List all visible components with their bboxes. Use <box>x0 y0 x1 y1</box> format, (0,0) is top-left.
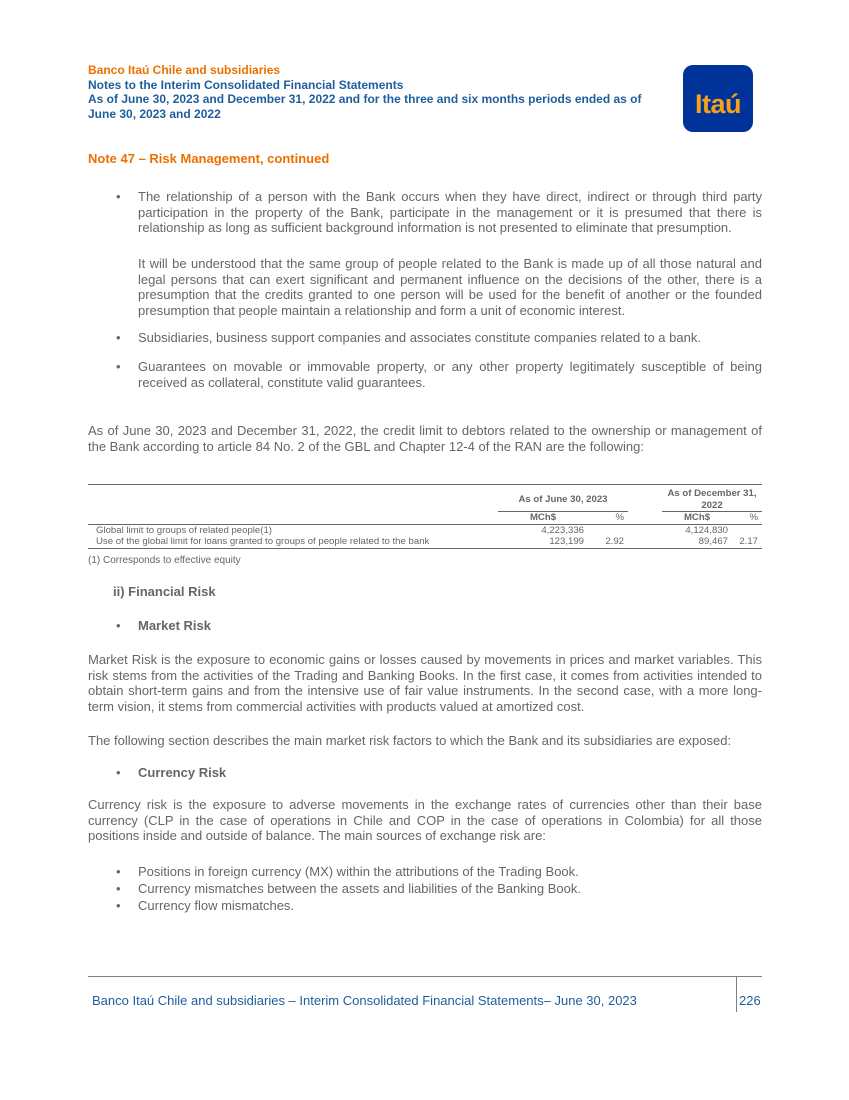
bullet-text: Currency mismatches between the assets and liabilities of the Banking Book. <box>138 881 581 896</box>
pct-header-2: % <box>749 512 758 523</box>
bullet-dot-icon: • <box>116 881 121 896</box>
bullet-text: Positions in foreign currency (MX) within the attributions of the Trading Book. <box>138 864 579 879</box>
bullet-dot-icon: • <box>116 898 121 913</box>
bullet-dot-icon: • <box>116 618 121 633</box>
footer-text: Banco Itaú Chile and subsidiaries – Interim Consolidated Financial Statements– June 30, 2023 <box>92 993 637 1008</box>
currency-risk-heading: Currency Risk <box>138 765 227 780</box>
document-header <box>88 63 642 121</box>
market-risk-heading: Market Risk <box>138 618 211 633</box>
header-period-line2: June 30, 2023 and 2022 <box>88 106 221 121</box>
risk-factors-paragraph: The following section describes the main market risk factors to which the Bank and its subsidiaries are exposed: <box>88 733 732 748</box>
unit-header-2: MCh$ <box>683 512 711 523</box>
row-label: Global limit to groups of related people(1) <box>96 524 272 536</box>
column-group-june-2023: As of June 30, 2023 <box>498 485 628 512</box>
table-footnote: (1) Corresponds to effective equity <box>88 555 241 566</box>
bullet-continuation: It will be understood that the same group of people related to the Bank is made up of all those natural and legal persons that can exert significant and permanent influence on the decisions of the other, there is a presumption that the credits granted to one person will be used for the benefit of another or the founded presumption that people maintain a relationship and form a unit of economic interest. <box>138 256 762 318</box>
bullet-dot-icon: • <box>116 864 121 879</box>
intro-paragraph: As of June 30, 2023 and December 31, 2022, the credit limit to debtors related to the ownership or management of the Bank according to article 84 No. 2 of the GBL and Chapter 12-4 of the RAN are the following: <box>88 423 762 454</box>
bullet-text: Subsidiaries, business support companies and associates constitute companies related to a bank. <box>138 330 701 345</box>
pct-header-1: % <box>615 512 624 523</box>
row-value-1: 123,199 <box>549 536 584 547</box>
header-notes-title: Notes to the Interim Consolidated Financial Statements <box>88 77 404 92</box>
page-number: 226 <box>739 993 761 1008</box>
row-pct-2 <box>732 524 762 536</box>
financial-risk-heading: ii) Financial Risk <box>113 584 216 599</box>
note-title: Note 47 – Risk Management, continued <box>88 151 330 166</box>
table-row <box>88 536 762 548</box>
header-company: Banco Itaú Chile and subsidiaries <box>88 63 281 77</box>
header-period-line1: As of June 30, 2023 and December 31, 2022 and for the three and six months periods ended as of <box>88 92 642 106</box>
logo-text: Itaú <box>694 89 741 119</box>
currency-risk-paragraph: Currency risk is the exposure to adverse movements in the exchange rates of currencies other than their base currency (CLP in the case of operations in Chile and COP in the case of operations in Colombia) for all those positions inside and outside of balance. The main sources of exchange risk are: <box>88 797 762 843</box>
row-pct-1 <box>588 524 628 536</box>
row-pct-2: 2.17 <box>739 536 758 547</box>
market-risk-paragraph: Market Risk is the exposure to economic gains or losses caused by movements in prices and market variables. This risk stems from the activities of the Trading and Banking Books. In the first case, it comes from activities intended to obtain short-term gains and from the intensive use of fair value instruments. In the second case, with a more long-term vision, it stems from commercial activities with products valued at amortized cost. <box>88 652 762 714</box>
bullet-dot-icon: • <box>116 359 121 374</box>
row-value-2: 4,124,830 <box>685 524 728 536</box>
footer-divider <box>88 976 762 977</box>
table-row <box>88 524 762 536</box>
table-unit-row <box>88 512 762 525</box>
table-header-row <box>88 485 762 512</box>
itau-logo <box>683 65 753 132</box>
row-value-1: 4,223,336 <box>541 524 584 536</box>
bullet-text: Currency flow mismatches. <box>138 898 295 913</box>
footer-page-divider <box>736 976 737 1012</box>
row-value-2: 89,467 <box>698 536 728 547</box>
bullet-text: The relationship of a person with the Bank occurs when they have direct, indirect or through third party participation in the property of the Bank, participate in the management or it is presumed that there is relationship as long as sufficient background information is not presented to eliminate that presumption. <box>138 189 762 235</box>
bullet-dot-icon: • <box>116 330 121 345</box>
unit-header-1: MCh$ <box>529 512 557 523</box>
row-label: Use of the global limit for loans granted to groups of people related to the bank <box>96 536 430 547</box>
row-pct-1: 2.92 <box>605 536 624 547</box>
column-group-dec-2022: As of December 31, 2022 <box>662 485 762 512</box>
credit-limit-table <box>88 484 762 549</box>
bullet-dot-icon: • <box>116 765 121 780</box>
bullet-text: Guarantees on movable or immovable property, or any other property legitimately susceptible of being received as collateral, constitute valid guarantees. <box>138 359 762 390</box>
bullet-dot-icon: • <box>116 189 121 204</box>
